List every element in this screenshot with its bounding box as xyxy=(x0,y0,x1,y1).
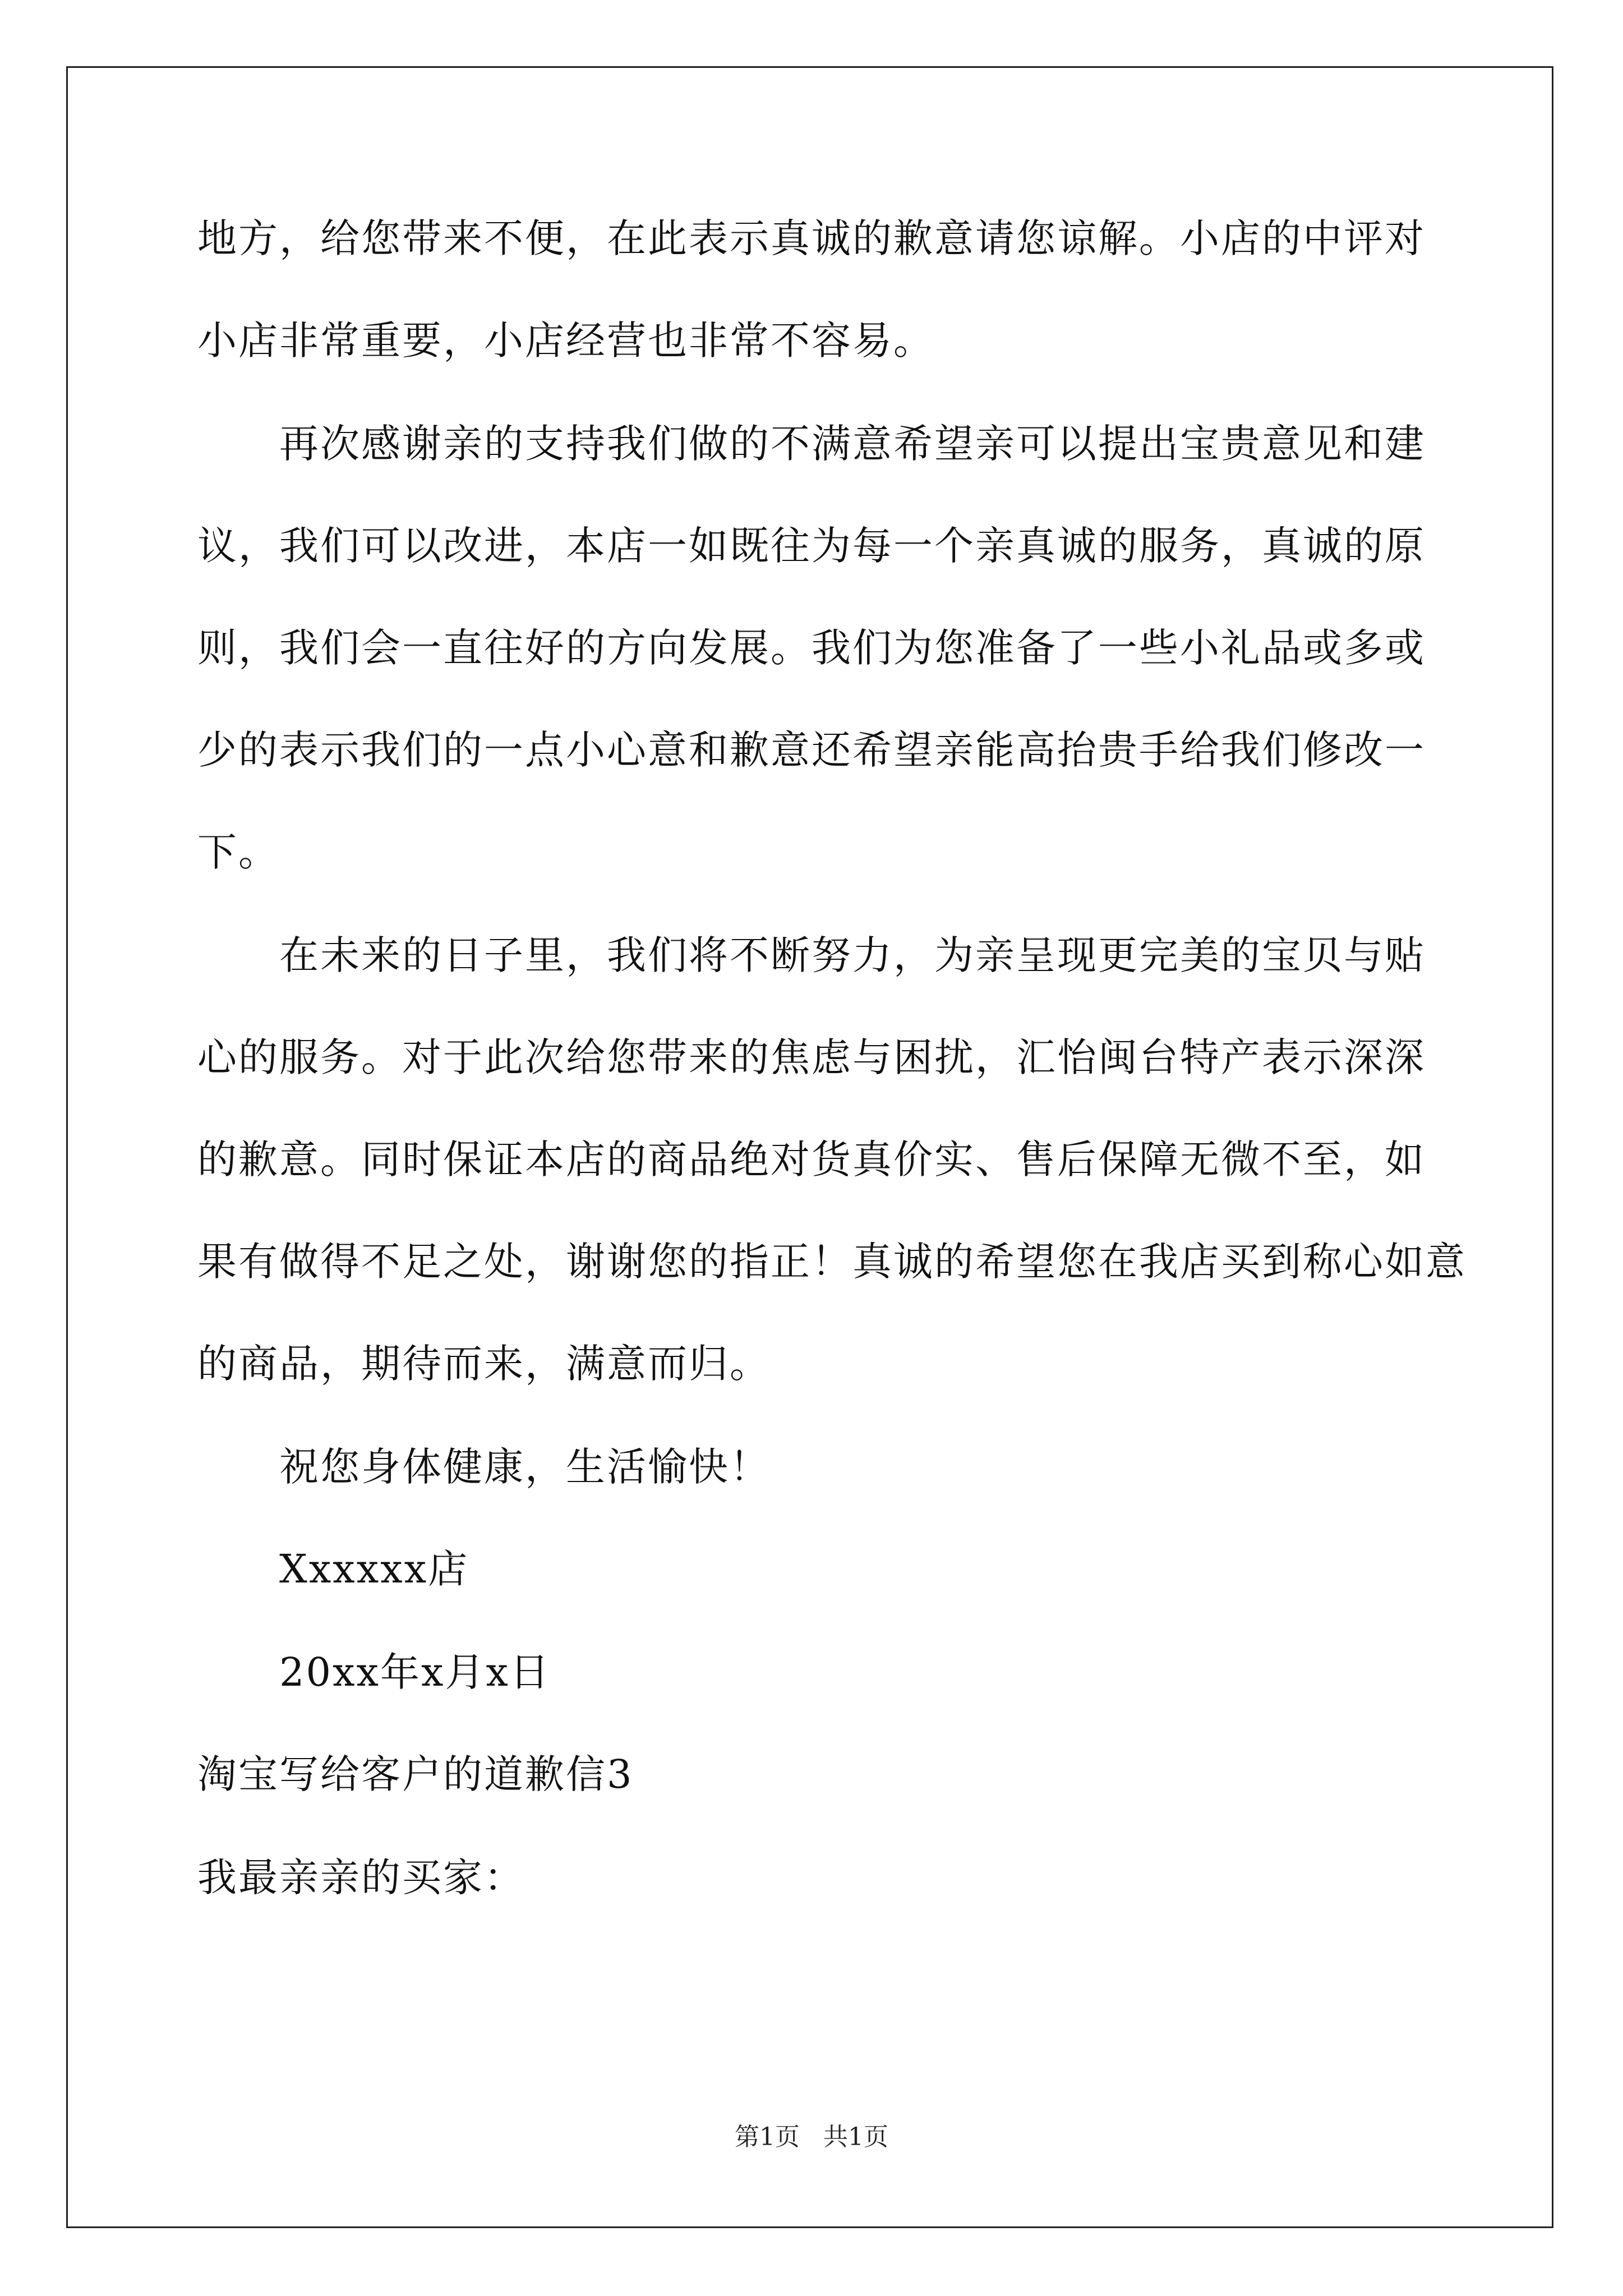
paragraph-3-line-2: 心的服务。对于此次给您带来的焦虑与困扰，汇怡闽台特产表示深深 xyxy=(197,1034,1426,1080)
paragraph-3-line-3: 的歉意。同时保证本店的商品绝对货真价实、售后保障无微不至，如 xyxy=(197,1137,1426,1182)
date-line: 20xx年x月x日 xyxy=(279,1649,551,1695)
letter-title: 淘宝写给客户的道歉信3 xyxy=(197,1751,634,1797)
paragraph-2-line-2: 议，我们可以改进，本店一如既往为每一个亲真诚的服务，真诚的原 xyxy=(197,523,1426,569)
closing-wish: 祝您身体健康，生活愉快！ xyxy=(279,1444,771,1490)
paragraph-1-line-2: 小店非常重要，小店经营也非常不容易。 xyxy=(197,318,934,364)
paragraph-3-line-1: 在未来的日子里，我们将不断努力，为亲呈现更完美的宝贝与贴 xyxy=(279,932,1426,978)
paragraph-2-line-1: 再次感谢亲的支持我们做的不满意希望亲可以提出宝贵意见和建 xyxy=(279,421,1426,467)
paragraph-2-line-3: 则，我们会一直往好的方向发展。我们为您准备了一些小礼品或多或 xyxy=(197,625,1426,671)
paragraph-3-line-4: 果有做得不足之处，谢谢您的指正！真诚的希望您在我店买到称心如意 xyxy=(197,1239,1467,1285)
salutation: 我最亲亲的买家： xyxy=(197,1855,525,1901)
paragraph-1-line-1: 地方，给您带来不便，在此表示真诚的歉意请您谅解。小店的中评对 xyxy=(197,215,1426,261)
paragraph-2-line-4: 少的表示我们的一点小心意和歉意还希望亲能高抬贵手给我们修改一 xyxy=(197,727,1426,773)
paragraph-2-line-5: 下。 xyxy=(197,829,279,875)
signature: Xxxxxx店 xyxy=(279,1546,469,1592)
page-footer: 第1页 共1页 xyxy=(735,2123,888,2151)
paragraph-3-line-5: 的商品，期待而来，满意而归。 xyxy=(197,1341,771,1387)
